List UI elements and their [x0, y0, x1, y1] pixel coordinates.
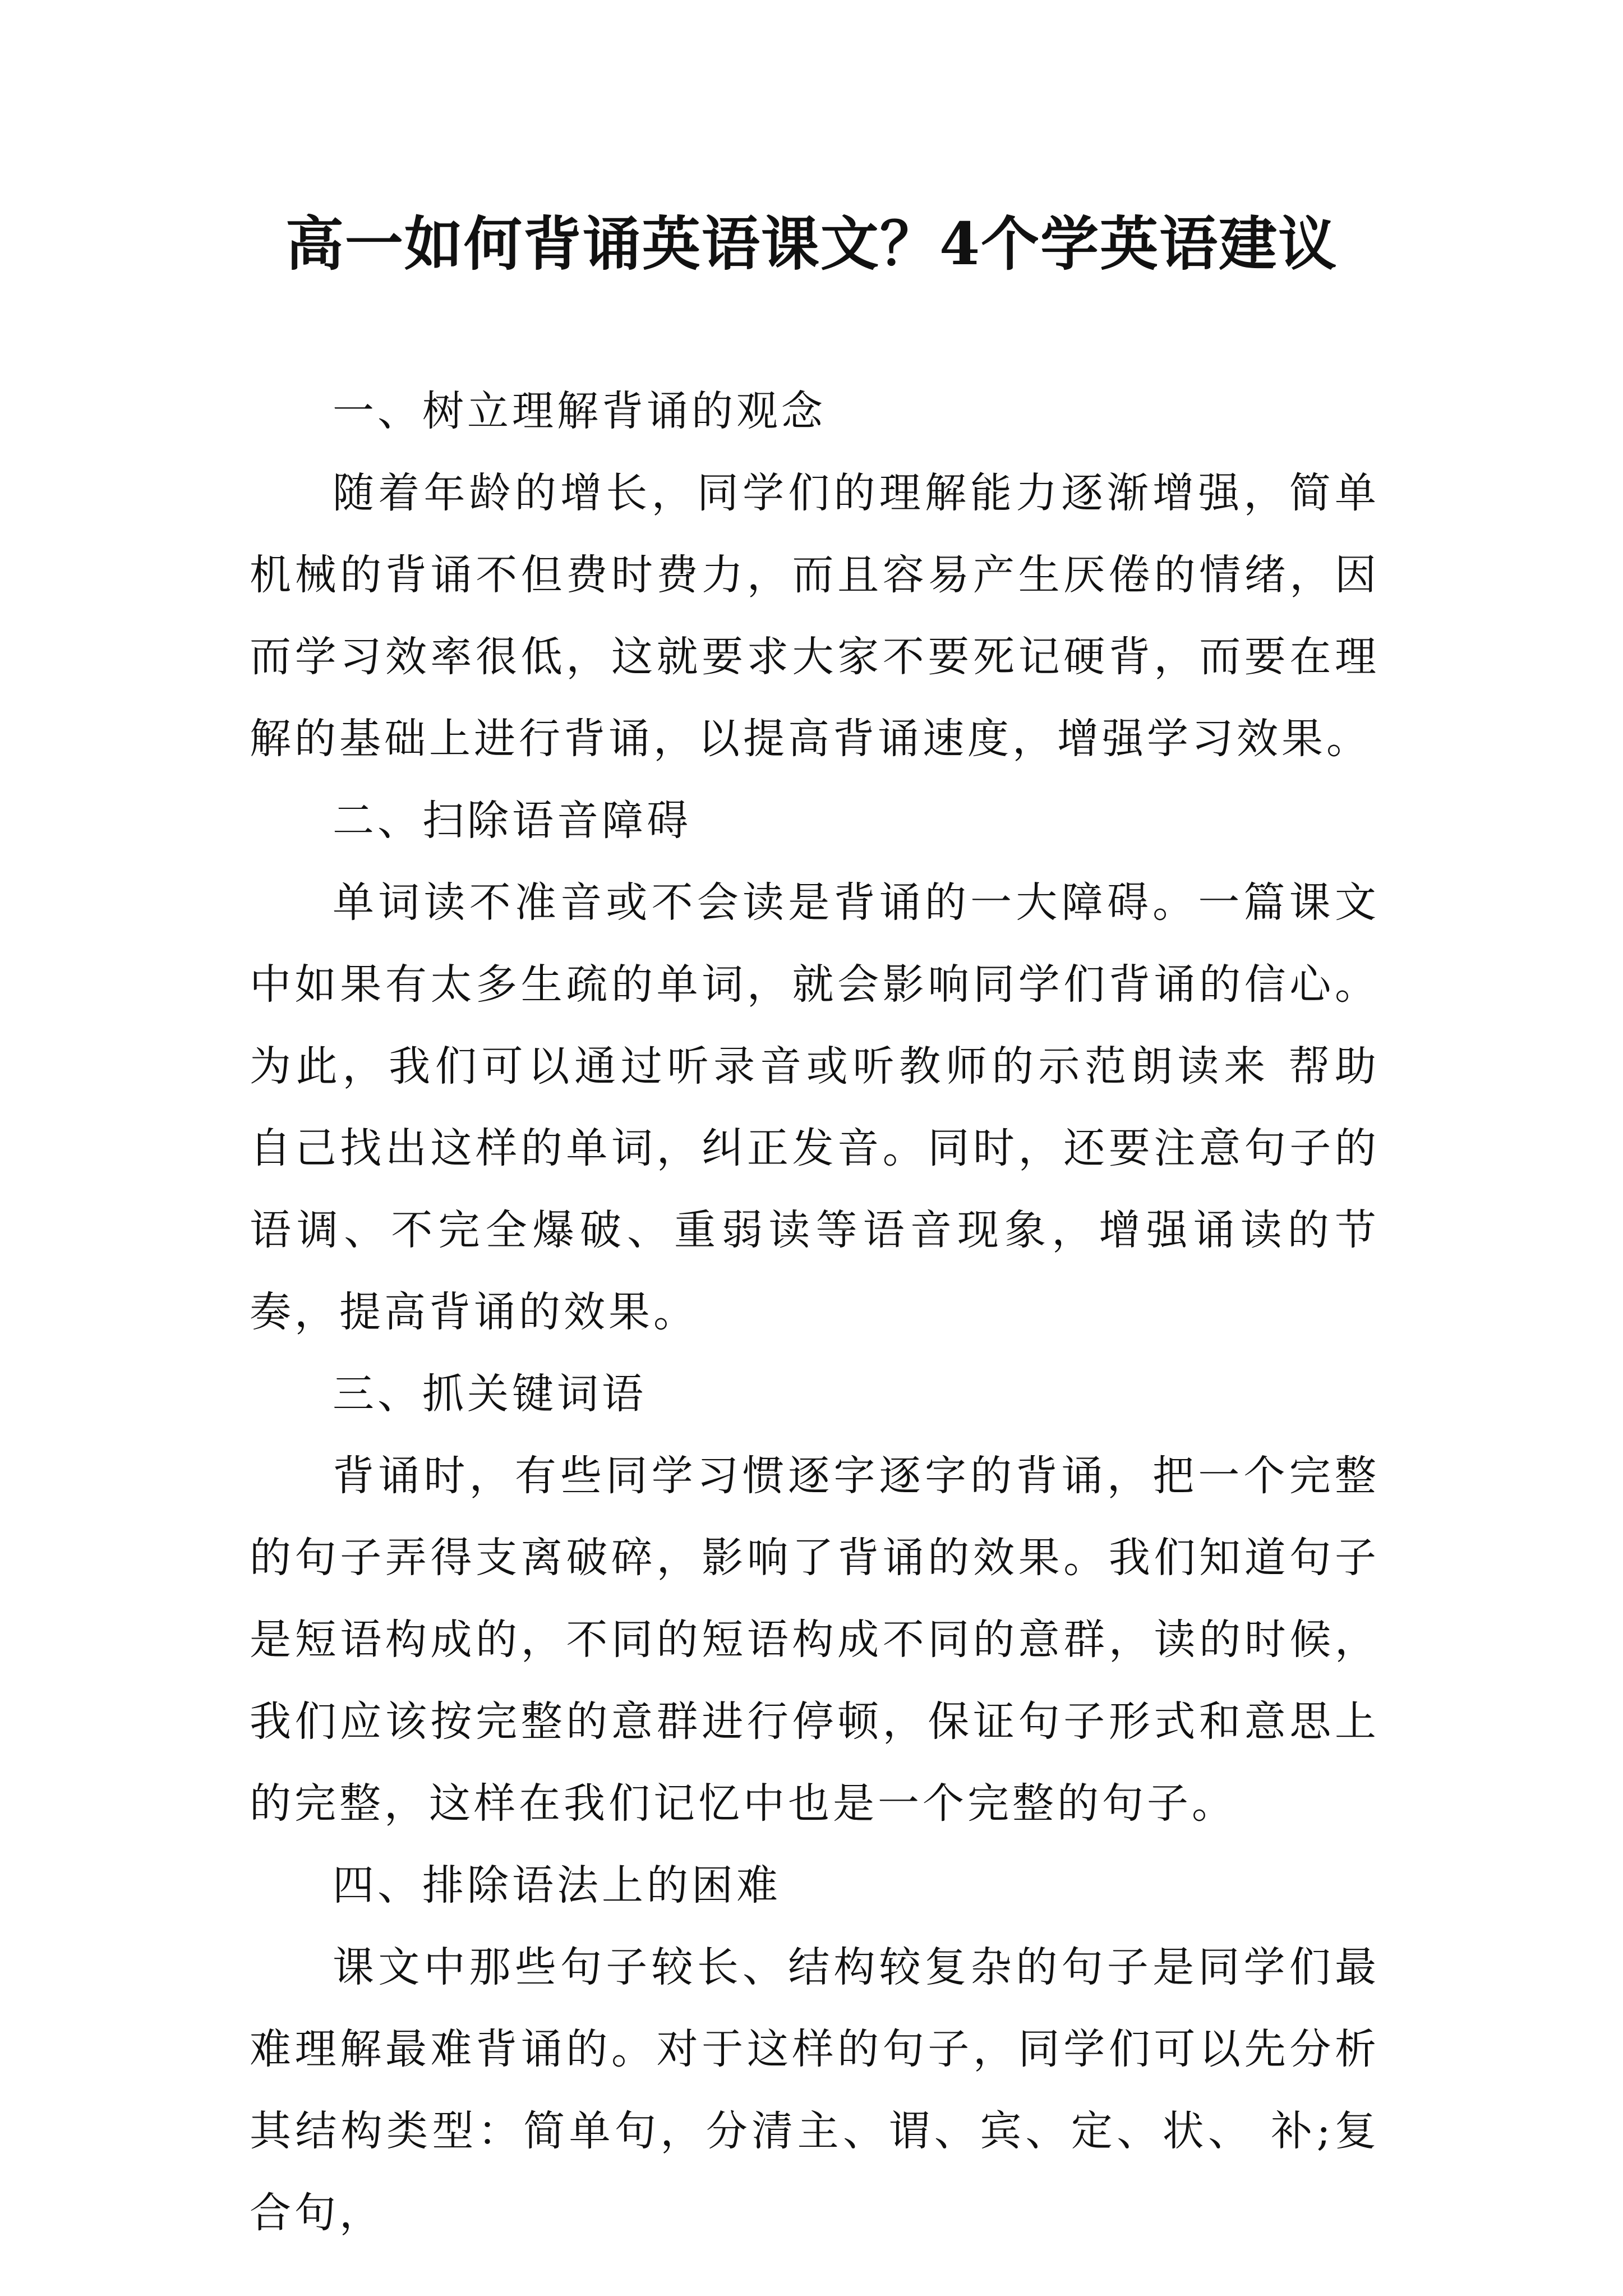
- section-paragraph-2: 单词读不准音或不会读是背诵的一大障碍。一篇课文中如果有太多生疏的单词，就会影响同学们背诵的信心。为此，我们可以通过听录音或听教师的示范朗读来 帮助自己找出这样的单词，纠正发音。同时，还要注意句子的语调、不完全爆破、重弱读等语音现象，增强诵读的节奏，提高背诵的效果。: [250, 878, 1380, 1336]
- section-heading-4: 四、排除语法上的困难: [333, 1861, 781, 1910]
- section-paragraph-1: 随着年龄的增长，同学们的理解能力逐渐增强，简单机械的背诵不但费时费力，而且容易产生厌倦的情绪，因而学习效率很低，这就要求大家不要死记硬背，而要在理解的基础上进行背诵，以提高背诵速度，增强学习效果。: [250, 469, 1380, 763]
- section-heading-1: 一、树立理解背诵的观念: [333, 387, 826, 435]
- document-body: [250, 370, 1380, 2254]
- section-paragraph-4: 课文中那些句子较长、结构较复杂的句子是同学们最难理解最难背诵的。对于这样的句子，同学们可以先分析其结构类型：简单句，分清主、谓、宾、定、状、 补;复合句，: [250, 1943, 1380, 2237]
- section-paragraph-3: 背诵时，有些同学习惯逐字逐字的背诵，把一个完整的句子弄得支离破碎，影响了背诵的效果。我们知道句子是短语构成的，不同的短语构成不同的意群，读的时候，我们应该按完整的意群进行停顿，保证句子形式和意思上的完整，这样在我们记忆中也是一个完整的句子。: [250, 1452, 1380, 1828]
- section-heading-2: 二、扫除语音障碍: [333, 797, 691, 845]
- section-heading-3: 三、抓关键词语: [333, 1370, 647, 1418]
- document-title: 高一如何背诵英语课文？4个学英语建议: [285, 209, 1338, 278]
